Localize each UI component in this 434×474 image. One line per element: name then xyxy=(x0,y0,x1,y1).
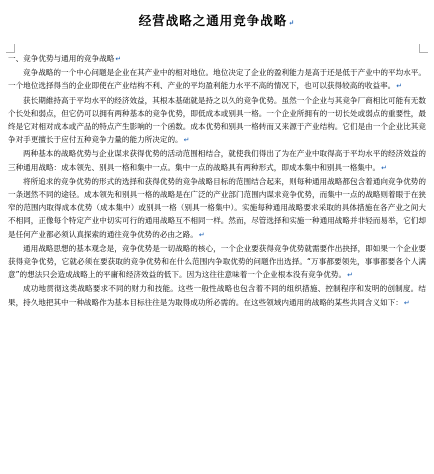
paragraph-mark-icon: ↵ xyxy=(288,18,296,27)
body-paragraph: 将所追求的竞争优势的形式的选择和获得优势的竞争战略目标的范围结合起来，则每种通用战略都包含着通向竞争优势的一条迥然不同的途径。成本领先和别具一格的战略是在广泛的产业部门范围内谋求竞争优势，而集中一点的战略则着眼于在狭窄的范围内取得成本优势（成本集中）或别具一格（别具一格集中）。实施每种通用战略要求采取的具体措施在各产业之间大不相同，正像每个特定产业中切实可行的通用战略互不相同一样。然而，尽管选择和实施一种通用战略并非轻而易举，它们却是任何产业都必须认真探索的通往竞争优势的必由之路。↵ xyxy=(8,176,426,239)
margin-corner-mark xyxy=(419,44,428,53)
paragraph-mark-icon: ↵ xyxy=(396,82,403,91)
paragraph-mark-icon: ↵ xyxy=(347,271,353,280)
body-paragraph: 成功地贯彻这类战略要求不同的财力和技能。这些一般性战略也包含着不同的组织措施、控制程序和发明的创制度。结果，持久地把其中一种战略作为基本目标往往是为取得成功所必需的。在这些领域内通用的战略的某些共同含义如下：↵ xyxy=(8,284,426,307)
margin-corner-mark xyxy=(6,44,15,53)
document-title xyxy=(8,12,426,32)
body-paragraph: 获长期維持高于平均水平的经济效益，其根本基础就是持之以久的竞争优势。虽然一个企业与其竞争厂商相比可能有无数个长处和弱点，但它仍可以拥有两种基本的竞争优势，即低成本或别具一格。一个企业所拥有的一切长处或弱点的重要性，最终是它对相对成本或产品的特点产生影响的一个函数。成本优势和别具一格转而又来源于产业结构。它们是由一个企业比其竞争对手更擅长于应付五种竞争力量的能力所决定的。↵ xyxy=(8,95,426,145)
body-paragraph: 通用战略思想的基本观念是，竞争优势是一切战略的核心，一个企业要获得竞争优势就需要作出抉择，即如果一个企业要获得竞争优势，它就必须在要获取的竞争优势和在什么范围内争取优势的问题作出选择。“万事都要领先，事事都要各个人满意”的想法只会造成战略上的平庸和经济效益的低下。因为这往往意味着一个企业根本没有竞争优势。↵ xyxy=(8,243,426,280)
paragraph-mark-icon: ↵ xyxy=(115,55,122,63)
paragraph-mark-icon: ↵ xyxy=(403,298,410,307)
section-heading: 一、竞争优势与通用的竞争战略↵ xyxy=(8,54,122,63)
paragraph-mark-icon: ↵ xyxy=(183,136,190,145)
body-paragraph: 竞争战略的一个中心问题是企业在其产业中的相对地位。地位决定了企业的盈利能力是高于还是低于产业中的平均水平。一个地位选择得当的企业即使在产业结构不利、产业的平均盈利能力水平不高的情况下，也可以获得较高的收益率。↵ xyxy=(8,68,426,91)
body-paragraph: 两种基本的战略优势与企业谋求获得优势的活动范围相结合，就使我们得出了为在产业中取得高于平均水平的经济效益的三种通用战略：成本领先、别具一格和集中一点。集中一点的战略具有两种形式，即成本集中和别具一格集中。↵ xyxy=(8,149,426,172)
paragraph-mark-icon: ↵ xyxy=(198,230,205,239)
paragraph-mark-icon: ↵ xyxy=(381,163,387,172)
title-text: 经营战略之通用竞争战略 xyxy=(138,13,288,28)
